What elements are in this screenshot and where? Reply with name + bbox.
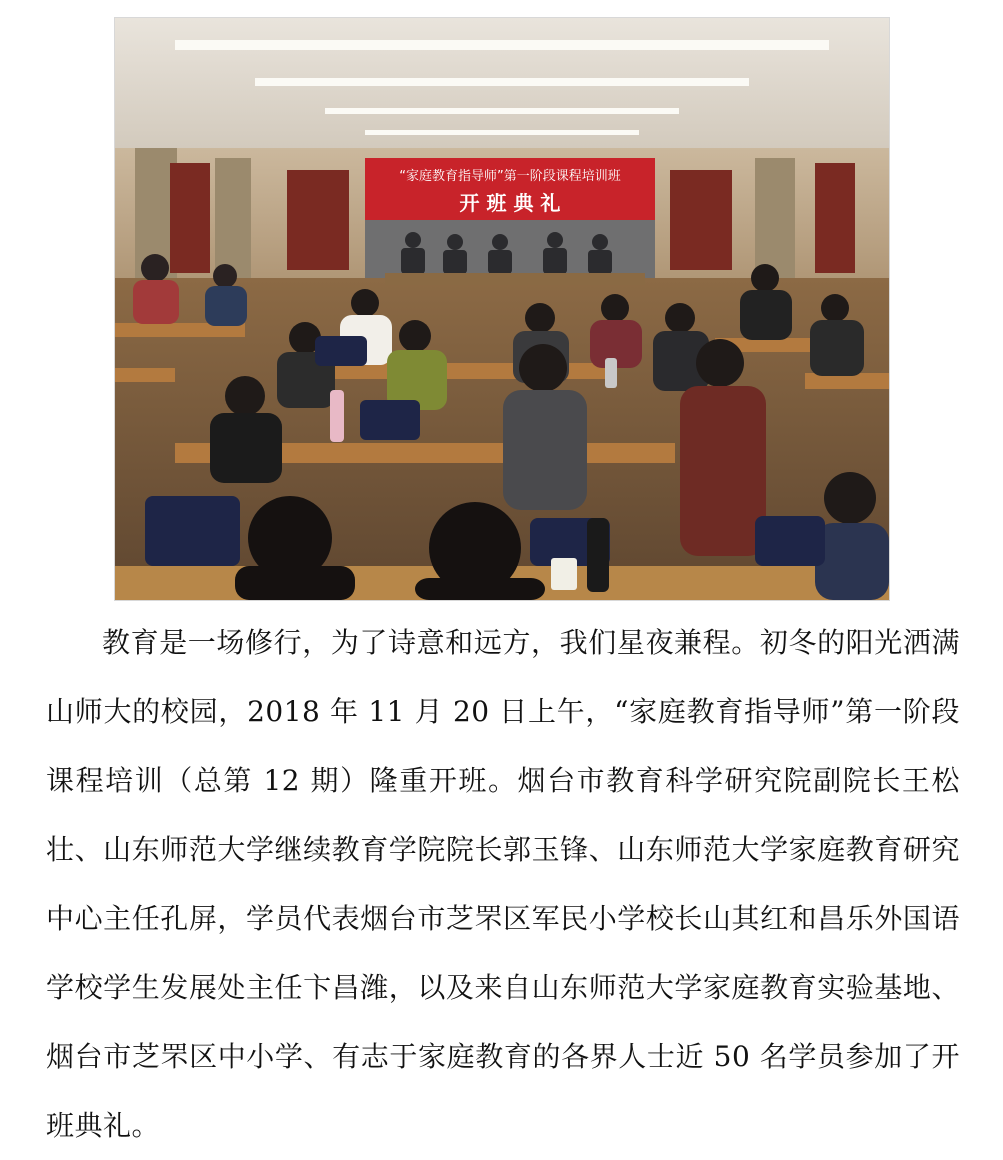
- ceremony-photo: [115, 18, 889, 600]
- banner-line1: “家庭教育指导师”第一阶段课程培训班: [399, 169, 621, 184]
- ceiling-light-strip: [175, 40, 829, 50]
- door: [287, 170, 349, 270]
- door: [815, 163, 855, 273]
- table: [115, 368, 175, 382]
- bottle: [605, 358, 617, 388]
- paper-cup: [551, 558, 577, 590]
- door: [670, 170, 732, 270]
- ceiling-light-strip: [325, 108, 679, 114]
- banner-line2: 开 班 典 礼: [459, 191, 561, 215]
- curtain: [215, 158, 251, 278]
- door: [170, 163, 210, 273]
- pink-bottle: [330, 390, 344, 442]
- article-paragraph: 教育是一场修行，为了诗意和远方，我们星夜兼程。初冬的阳光洒满山师大的校园，2018 年 11 月 20 日上午，“家庭教育指导师”第一阶段课程培训（总第 12 期）隆重开班。烟台市教育科学研究院副院长王松壮、山东师范大学继续教育学院院长郭玉锋、山东师范大学家庭教育研究中心主任孔屏，学员代表烟台市芝罘区军民小学校长山其红和昌乐外国语学校学生发展处主任卞昌潍，以及来自山东师范大学家庭教育实验基地、烟台市芝罘区中小学、有志于家庭教育的各界人士近 50 名学员参加了开班典礼。: [46, 626, 960, 1142]
- thermos: [587, 518, 609, 592]
- ceiling-light-strip: [365, 130, 639, 135]
- head-table: [385, 273, 645, 285]
- curtain: [755, 158, 795, 278]
- ceremony-photo-illustration: [115, 18, 889, 600]
- ceiling-light-strip: [255, 78, 749, 86]
- article-body: [46, 608, 960, 1160]
